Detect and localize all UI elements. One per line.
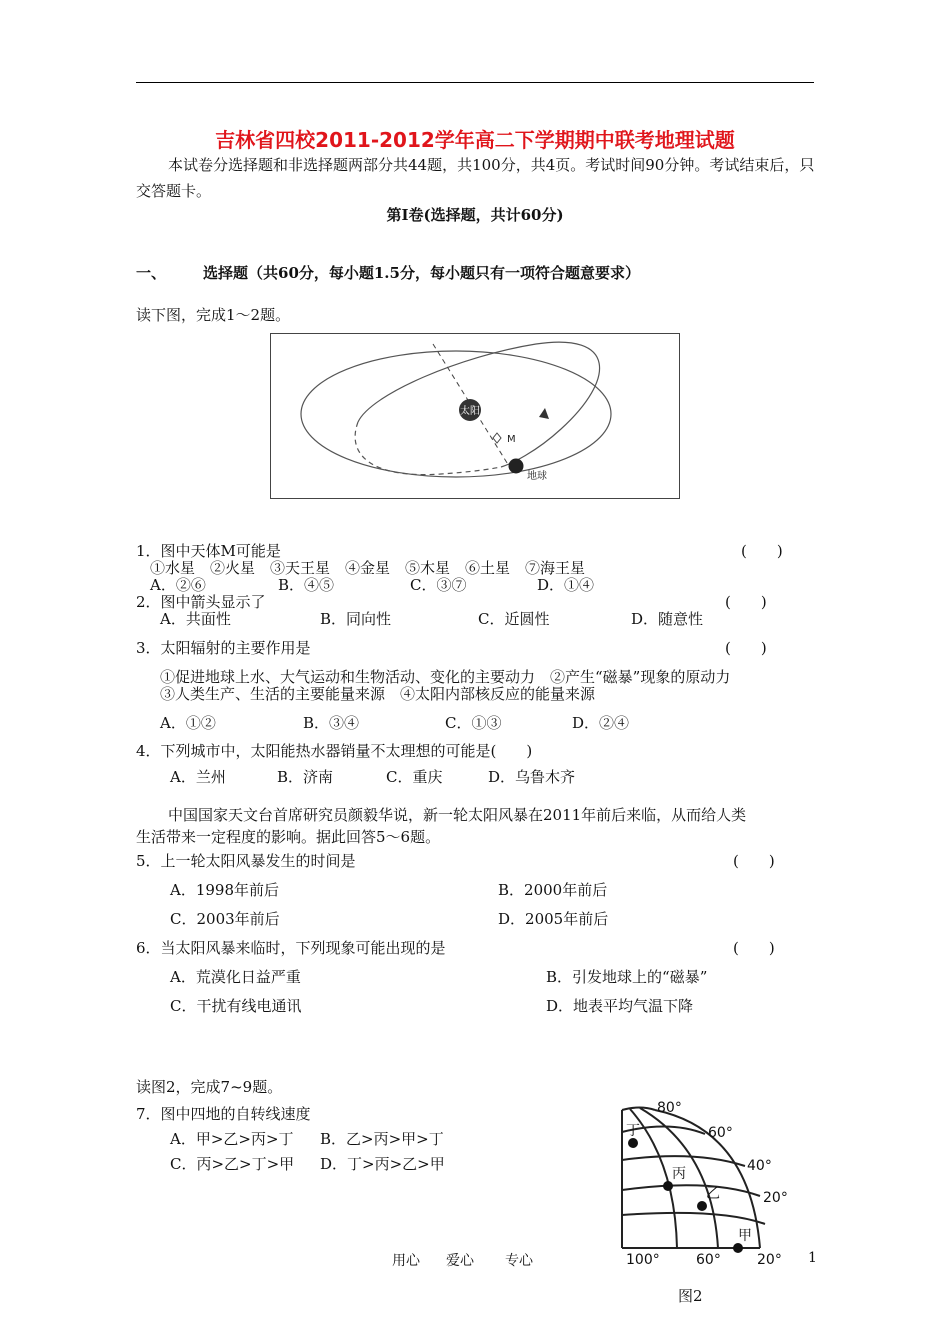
q2-option-b: B．同向性 bbox=[320, 610, 392, 628]
q2-option-d: D．随意性 bbox=[631, 610, 704, 628]
lat-80-line bbox=[622, 1108, 655, 1111]
section-number: 一、 bbox=[136, 264, 167, 282]
q1-stem: 1．图中天体M可能是 bbox=[136, 542, 281, 560]
q4-option-b: B．济南 bbox=[277, 768, 334, 786]
q3-items-line1: ①促进地球上水、大气运动和生物活动、变化的主要动力 ②产生“磁暴”现象的原动力 bbox=[160, 668, 731, 686]
q5-option-c: C．2003年前后 bbox=[170, 910, 280, 928]
lon-label-20: 20° bbox=[757, 1252, 782, 1268]
q7-option-d: D．丁>丙>乙>甲 bbox=[320, 1155, 445, 1173]
earth bbox=[509, 459, 524, 474]
orbit-diagram bbox=[271, 334, 679, 498]
m-marker bbox=[493, 433, 501, 443]
q1-option-a: A．②⑥ bbox=[150, 576, 206, 594]
q5-stem: 5．上一轮太阳风暴发生的时间是 bbox=[136, 852, 356, 870]
lat-label-60: 60° bbox=[708, 1125, 733, 1141]
q1-answer-paren: ( ) bbox=[741, 542, 783, 560]
page-title: 吉林省四校2011-2012学年高二下学期期中联考地理试题 bbox=[215, 128, 735, 152]
intro-paragraph: 本试卷分选择题和非选择题两部分共44题，共100分，共4页。考试时间90分钟。考试结束后，只交答题卡。 bbox=[136, 156, 815, 200]
earth-label: 地球 bbox=[527, 471, 547, 482]
point-ding bbox=[628, 1138, 638, 1148]
q3-answer-paren: ( ) bbox=[725, 639, 767, 657]
q6-stem: 6．当太阳风暴来临时，下列现象可能出现的是 bbox=[136, 939, 446, 957]
footer-text-3: 专心 bbox=[505, 1253, 533, 1269]
header-rule bbox=[136, 82, 814, 83]
m-label: M bbox=[507, 434, 516, 445]
q7-stem: 7．图中四地的自转线速度 bbox=[136, 1105, 311, 1123]
q3-option-d: D．②④ bbox=[572, 714, 630, 732]
q4-option-c: C．重庆 bbox=[386, 768, 443, 786]
q5-option-d: D．2005年前后 bbox=[498, 910, 609, 928]
q2-option-c: C．近圆性 bbox=[478, 610, 550, 628]
fig2-caption: 图2 bbox=[678, 1287, 703, 1305]
point-jia bbox=[733, 1243, 743, 1253]
point-label-jia: 甲 bbox=[738, 1228, 752, 1244]
q1-option-b: B．④⑤ bbox=[278, 576, 335, 594]
q6-option-c: C．干扰有线电通讯 bbox=[170, 997, 302, 1015]
lat-label-20: 20° bbox=[763, 1190, 788, 1206]
q4-option-d: D．乌鲁木齐 bbox=[488, 768, 576, 786]
q4-option-a: A．兰州 bbox=[170, 768, 226, 786]
q7-option-b: B．乙>丙>甲>丁 bbox=[320, 1130, 444, 1148]
footer-text-2: 爱心 bbox=[446, 1253, 474, 1269]
part-title: 第Ⅰ卷(选择题，共计60分) bbox=[386, 206, 564, 224]
q6-option-a: A．荒漠化日益严重 bbox=[170, 968, 301, 986]
q3-items-line2: ③人类生产、生活的主要能量来源 ④太阳内部核反应的能量来源 bbox=[160, 685, 596, 703]
sun-label: 太阳 bbox=[460, 406, 480, 417]
lon-label-60: 60° bbox=[696, 1252, 721, 1268]
q2-option-a: A．共面性 bbox=[160, 610, 231, 628]
lon-label-100: 100° bbox=[626, 1252, 660, 1268]
point-yi bbox=[697, 1201, 707, 1211]
q1-option-d: D．①④ bbox=[537, 576, 595, 594]
q6-option-d: D．地表平均气温下降 bbox=[546, 997, 694, 1015]
lat-20-line bbox=[622, 1185, 760, 1196]
q3-stem: 3．太阳辐射的主要作用是 bbox=[136, 639, 311, 657]
lat-40-line bbox=[622, 1156, 745, 1166]
page-number: 1 bbox=[808, 1250, 817, 1266]
q1-items: ①水星 ②火星 ③天王星 ④金星 ⑤木星 ⑥土星 ⑦海王星 bbox=[150, 559, 586, 577]
figure-solar-orbits bbox=[270, 333, 680, 499]
q5-option-a: A．1998年前后 bbox=[170, 881, 280, 899]
q3-option-b: B．③④ bbox=[303, 714, 360, 732]
q4-stem: 4．下列城市中，太阳能热水器销量不太理想的可能是( ) bbox=[136, 742, 533, 760]
q6-option-b: B．引发地球上的“磁暴” bbox=[546, 968, 708, 986]
lat-label-80: 80° bbox=[657, 1100, 682, 1116]
q6-answer-paren: ( ) bbox=[733, 939, 775, 957]
q2-answer-paren: ( ) bbox=[725, 593, 767, 611]
q5-option-b: B．2000年前后 bbox=[498, 881, 608, 899]
point-label-yi: 乙 bbox=[706, 1186, 720, 1202]
q3-option-a: A．①② bbox=[160, 714, 216, 732]
earth-orbit bbox=[301, 351, 611, 477]
q2-stem: 2．图中箭头显示了 bbox=[136, 593, 266, 611]
lat-label-40: 40° bbox=[747, 1158, 772, 1174]
lat-0-line bbox=[622, 1213, 765, 1224]
passage-line1: 中国国家天文台首席研究员颜毅华说，新一轮太阳风暴在2011年前后来临，从而给人类 bbox=[168, 806, 747, 824]
fig1-lead: 读下图，完成1～2题。 bbox=[136, 306, 291, 324]
q7-option-a: A．甲>乙>丙>丁 bbox=[170, 1130, 294, 1148]
point-bing bbox=[663, 1181, 673, 1191]
point-label-ding: 丁 bbox=[626, 1123, 640, 1139]
inclined-orbit-dashed bbox=[355, 422, 501, 475]
fig2-lead: 读图2，完成7~9题。 bbox=[136, 1078, 283, 1096]
passage-line2: 生活带来一定程度的影响。据此回答5～6题。 bbox=[136, 828, 441, 846]
point-label-bing: 丙 bbox=[672, 1166, 686, 1182]
footer-text-1: 用心 bbox=[392, 1253, 420, 1269]
orbit-arrow bbox=[539, 408, 549, 419]
section-title: 选择题（共60分，每小题1.5分，每小题只有一项符合题意要求） bbox=[203, 264, 640, 282]
q5-answer-paren: ( ) bbox=[733, 852, 775, 870]
q3-option-c: C．①③ bbox=[445, 714, 502, 732]
q1-option-c: C．③⑦ bbox=[410, 576, 467, 594]
figure-graticule bbox=[600, 1090, 820, 1275]
q7-option-c: C．丙>乙>丁>甲 bbox=[170, 1155, 295, 1173]
